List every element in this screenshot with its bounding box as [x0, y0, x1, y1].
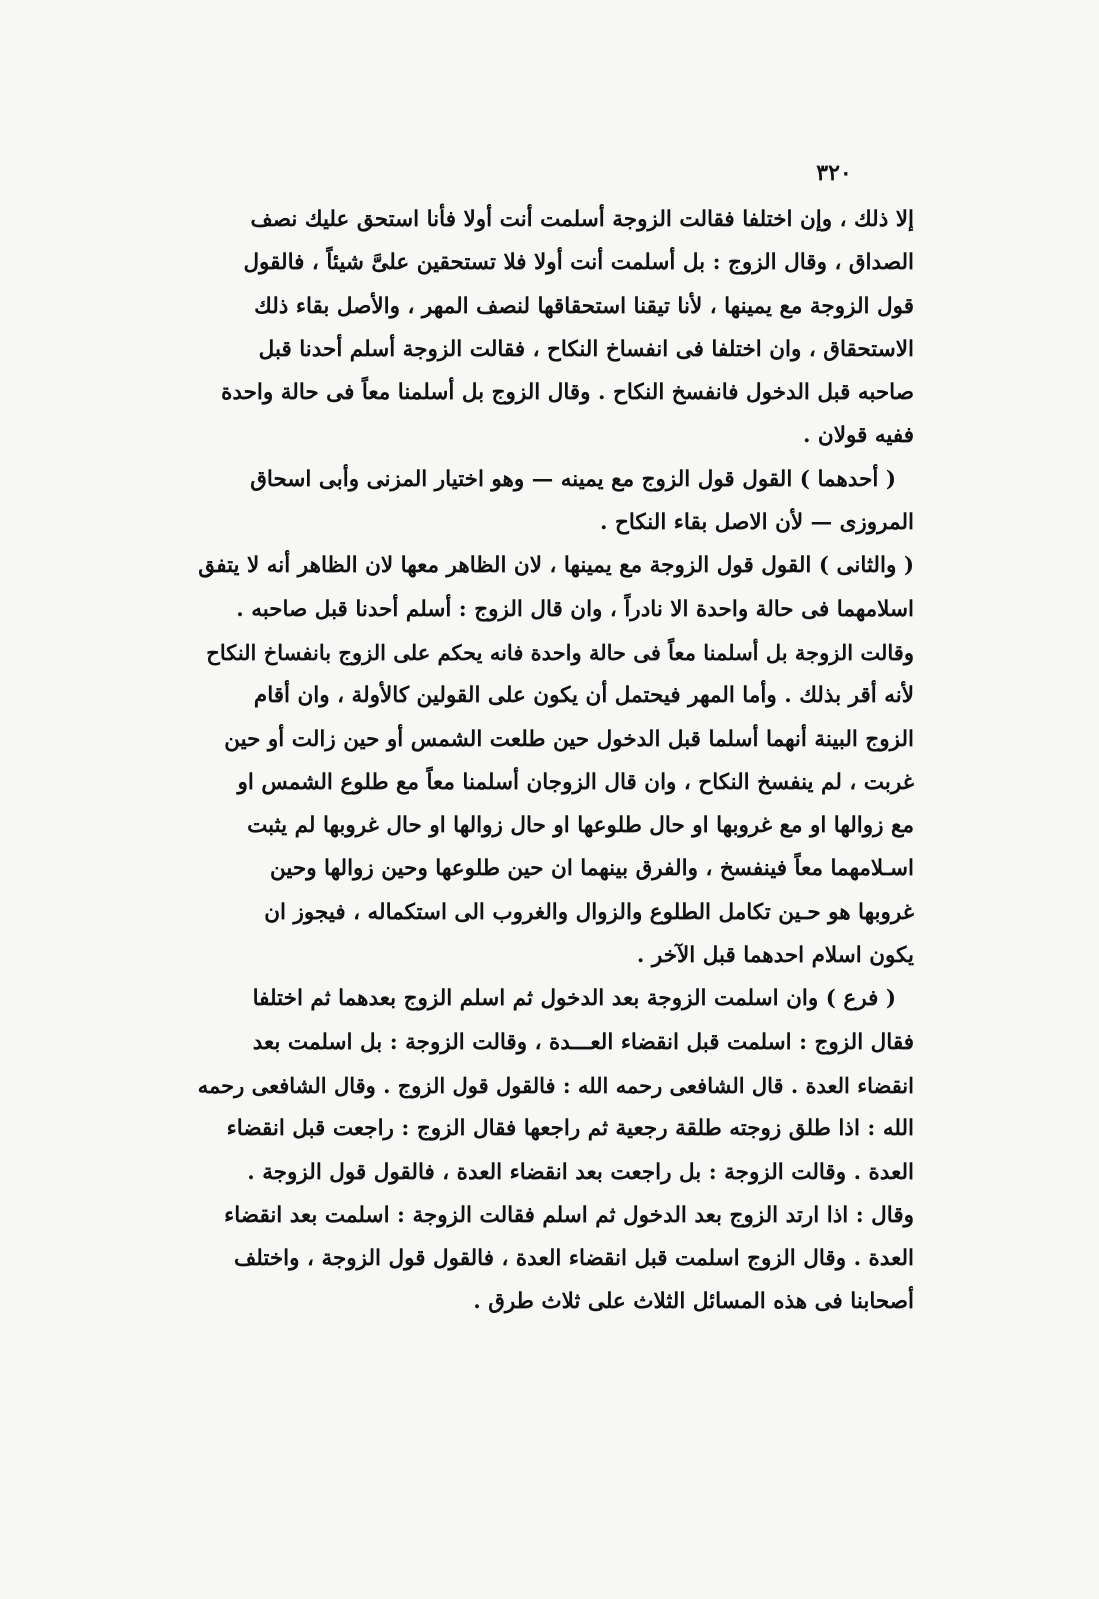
text-line: غربت ، لم ينفسخ النكاح ، وان قال الزوجان أسلمنا معاً مع طلوع الشمس او	[237, 769, 914, 795]
text-line: أصحابنا فى هذه المسائل الثلاث على ثلاث طرق .	[473, 1289, 914, 1315]
text-line: يكون اسلام احدهما قبل الآخر .	[636, 943, 914, 969]
page-number: ٣٢٠	[816, 160, 852, 186]
body-text	[192, 198, 914, 1324]
text-line: وقال : اذا ارتد الزوج بعد الدخول ثم اسلم فقالت الزوجة : اسلمت بعد انقضاء	[224, 1202, 914, 1228]
text-line: الاستحقاق ، وان اختلفا فى انفساخ النكاح ، فقالت الزوجة أسلم أحدنا قبل	[258, 336, 914, 362]
text-line: الله : اذا طلق زوجته طلقة رجعية ثم راجعها فقال الزوج : راجعت قبل انقضاء	[226, 1116, 914, 1142]
text-line: وقالت الزوجة بل أسلمنا معاً فى حالة واحدة فانه يحكم على الزوج بانفساخ النكاح	[206, 639, 914, 665]
text-line: الزوج البينة أنهما أسلما قبل الدخول حين طلعت الشمس أو حين زالت أو حين	[224, 726, 914, 752]
text-line: العدة . وقالت الزوجة : بل راجعت بعد انقضاء العدة ، فالقول قول الزوجة .	[247, 1159, 914, 1185]
text-line: ( فرع ) وان اسلمت الزوجة بعد الدخول ثم اسلم الزوج بعدهما ثم اختلفا	[252, 986, 896, 1012]
text-line: صاحبه قبل الدخول فانفسخ النكاح . وقال الزوج بل أسلمنا معاً فى حالة واحدة	[221, 380, 914, 406]
text-line: قول الزوجة مع يمينها ، لأنا تيقنا استحقاقها لنصف المهر ، والأصل بقاء ذلك	[254, 293, 914, 319]
text-line: المروزى — لأن الاصل بقاء النكاح .	[600, 510, 914, 536]
text-line: مع زوالها او مع غروبها او حال طلوعها او حال زوالها او حال غروبها لم يثبت	[247, 813, 914, 839]
text-line: الصداق ، وقال الزوج : بل أسلمت أنت أولا فلا تستحقين علىَّ شيئاً ، فالقول	[243, 250, 914, 276]
text-line: اسلامهما فى حالة واحدة الا نادراً ، وان قال الزوج : أسلم أحدنا قبل صاحبه .	[236, 596, 914, 622]
text-line: العدة . وقال الزوج اسلمت قبل انقضاء العدة ، فالقول قول الزوجة ، واختلف	[234, 1246, 914, 1272]
text-line: ( والثانى ) القول قول الزوجة مع يمينها ، لان الظاهر معها لان الظاهر أنه لا يتفق	[198, 553, 914, 579]
text-line: انقضاء العدة . قال الشافعى رحمه الله : فالقول قول الزوج . وقال الشافعى رحمه	[197, 1072, 914, 1098]
text-line: اسـلامهما معاً فينفسخ ، والفرق بينهما ان حين طلوعها وحين زوالها وحين	[270, 856, 914, 882]
text-line: ففيه قولان .	[802, 423, 914, 449]
text-line: لأنه أقر بذلك . وأما المهر فيحتمل أن يكون على القولين كالأولة ، وان أقام	[253, 683, 914, 709]
text-line: إلا ذلك ، وإن اختلفا فقالت الزوجة أسلمت أنت أولا فأنا استحق عليك نصف	[250, 207, 914, 232]
text-line: ( أحدهما ) القول قول الزوج مع يمينه — وهو اختيار المزنى وأبى اسحاق	[250, 466, 896, 492]
text-line: فقال الزوج : اسلمت قبل انقضاء العـــدة ، وقالت الزوجة : بل اسلمت بعد	[252, 1029, 914, 1055]
text-line: غروبها هو حـين تكامل الطلوع والزوال والغروب الى استكماله ، فيجوز ان	[264, 899, 914, 925]
